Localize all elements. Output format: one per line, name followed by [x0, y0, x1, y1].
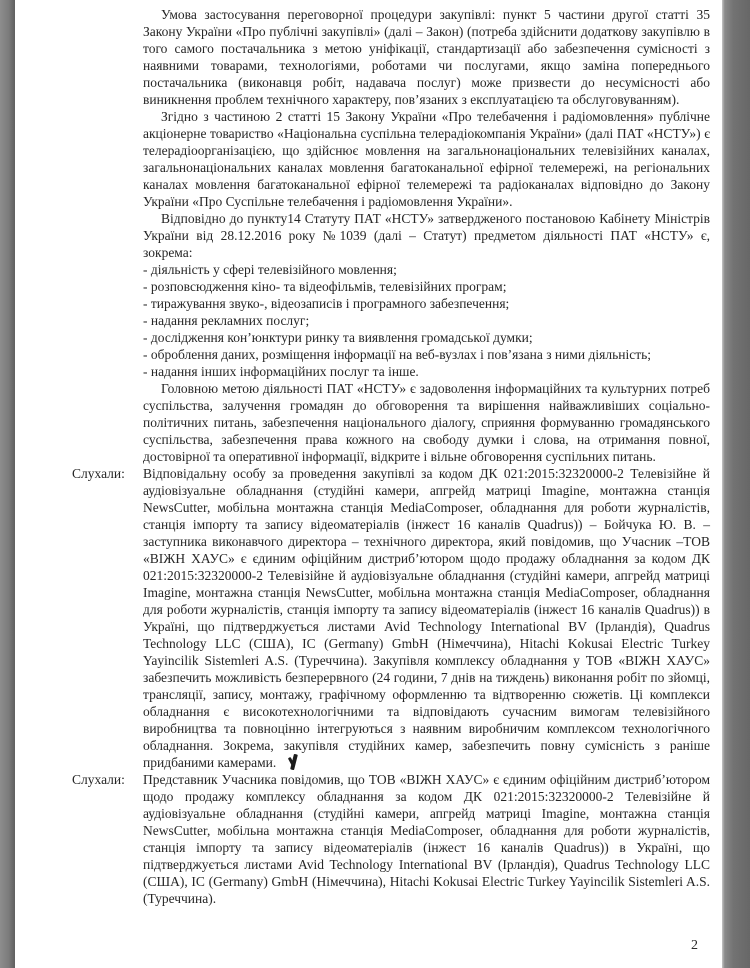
heard-section: [72, 771, 710, 907]
scan-border-left: [0, 0, 15, 968]
page-number: 2: [691, 938, 698, 953]
paragraph-main-purpose: Головною метою діяльності ПАТ «НСТУ» є задоволення інформаційних та культурних потреб суспільства, залучення громадян до обговорення та вирішення найважливіших соціально-політичних питань, забезпечення національного діалогу, сприяння формуванню громадянського суспільства, забезпечення права кожного на свободу думки і слова, на отримання повної, достовірної та оперативної інформації, відкрите і вільне обговорення суспільних питань.: [143, 381, 710, 464]
heard-section-text: Відповідальну особу за проведення закупівлі за кодом ДК 021:2015:32320000-2 Телевізійне й аудіовізуальне обладнання (студійні камери, апгрейд матриці Imagine, монтажна станція NewsCutter, мобільна монтажна станція MediaComposer, обладнання для роботи журналістів, станція імпорту та запису відеоматеріалів (інжест 16 каналів Quadrus)) – Бойчука Ю. В. – заступника виконавчого директора – технічного директора, який повідомив, що Учасник –ТОВ «ВІЖН ХАУС» є єдиним офіційним дистриб’ютором щодо продажу обладнання за кодом ДК 021:2015:32320000-2 Телевізійне й аудіовізуальне обладнання (студійні камери, апгрейд матриці Imagine, монтажна станція NewsCutter, мобільна монтажна станція MediaComposer, обладнання для роботи журналістів, станція імпорту та запису відеоматеріалів (інжест 16 каналів Quadrus)) в Україні, що підтверджується листами Avid Technology International BV (Ірландія), Quadrus Technology LLC (США), IC (Germany) GmbH (Німеччина), Hitachi Kokusai Electric Turkey Yayincilik Sistemleri A.S. (Туреччина). Закупівля комплексу обладнання у ТОВ «ВІЖН ХАУС» забезпечить можливість безперервного (24 години, 7 днів на тиждень) виконання робіт по зйомці, трансляції, запису, монтажу, графічному оформленню та відтворенню сюжетів. Ці комплекси обладнання є високотехнологічними та відповідають сучасним вимогам телевізійного виробництва та повноцінно інтегруються з наявним виробничим комплексом технологічного обладнання. Зокрема, закупівля студійних камер, забезпечить повну сумісність з раніше придбаними камерами.: [143, 466, 710, 770]
heard-section-label: Слухали:: [72, 466, 125, 481]
heard-section-text: Представник Учасника повідомив, що ТОВ «ВІЖН ХАУС» є єдиним офіційним дистриб’ютором щодо продажу комплексу обладнання за кодом ДК 021:2015:32320000-2 Телевізійне й аудіовізуальне обладнання (студійні камери, апгрейд матриці Imagine, монтажна станція NewsCutter, мобільна монтажна станція MediaComposer, обладнання для роботи журналістів, станція імпорту та запису відеоматеріалів (інжест 16 каналів Quadrus)) в Україні, що підтверджується листами Avid Technology International BV (Ірландія), Quadrus Technology LLC (США), IC (Germany) GmbH (Німеччина), Hitachi Kokusai Electric Turkey Yayincilik Sistemleri A.S. (Туреччина).: [143, 772, 710, 906]
activity-list-item: - розповсюдження кіно- та відеофільмів, телевізійних програм;: [143, 279, 507, 294]
heard-section: [72, 465, 710, 771]
activity-list-item: - тиражування звуко-, відеозаписів і програмного забезпечення;: [143, 296, 510, 311]
paragraph-broadcasting-law: Згідно з частиною 2 статті 15 Закону України «Про телебачення і радіомовлення» публічне акціонерне товариство «Національна суспільна телерадіокомпанія України» (далі ПАТ «НСТУ») є телерадіоорганізацією, що здійснює мовлення на загальнонаціональних телевізійних каналах, загальнонаціональних каналах мовлення багатоканальної ефірної телемережі, на регіональних каналах мовлення багатоканальної ефірної телемережі та радіоканалах відповідно до Закону України «Про Суспільне телебачення і радіомовлення України».: [143, 109, 710, 209]
activity-list-item: - дослідження кон’юнктури ринку та виявлення громадської думки;: [143, 330, 533, 345]
document-content: [72, 6, 710, 907]
scan-border-right: [722, 0, 750, 968]
activity-list-item: - діяльність у сфері телевізійного мовлення;: [143, 262, 397, 277]
activity-list-item: - оброблення даних, розміщення інформації на веб-вузлах і пов’язана з ними діяльність;: [143, 347, 651, 362]
heard-section-label: Слухали:: [72, 772, 125, 787]
paragraph-negotiation-condition: Умова застосування переговорної процедури закупівлі: пункт 5 частини другої статті 35 Закону України «Про публічні закупівлі» (далі – Закон) (потреба здійснити додаткову закупівлю в того самого постачальника з метою уніфікації, стандартизації або забезпечення сумісності з наявними товарами, технологіями, роботами чи послугами, якщо заміна попереднього постачальника (виконавця робіт, надавача послуг) може призвести до несумісності або виникнення проблем технічного характеру, пов’язаних з експлуатацією та обслуговуванням).: [143, 7, 710, 107]
paragraph-statute: Відповідно до пункту14 Статуту ПАТ «НСТУ» затвердженого постановою Кабінету Міністрів України від 28.12.2016 року №1039 (далі – Статут) предметом діяльності ПАТ «НСТУ» є, зокрема:: [143, 211, 710, 260]
activity-list-item: - надання рекламних послуг;: [143, 313, 310, 328]
activity-list-item: - надання інших інформаційних послуг та інше.: [143, 364, 419, 379]
